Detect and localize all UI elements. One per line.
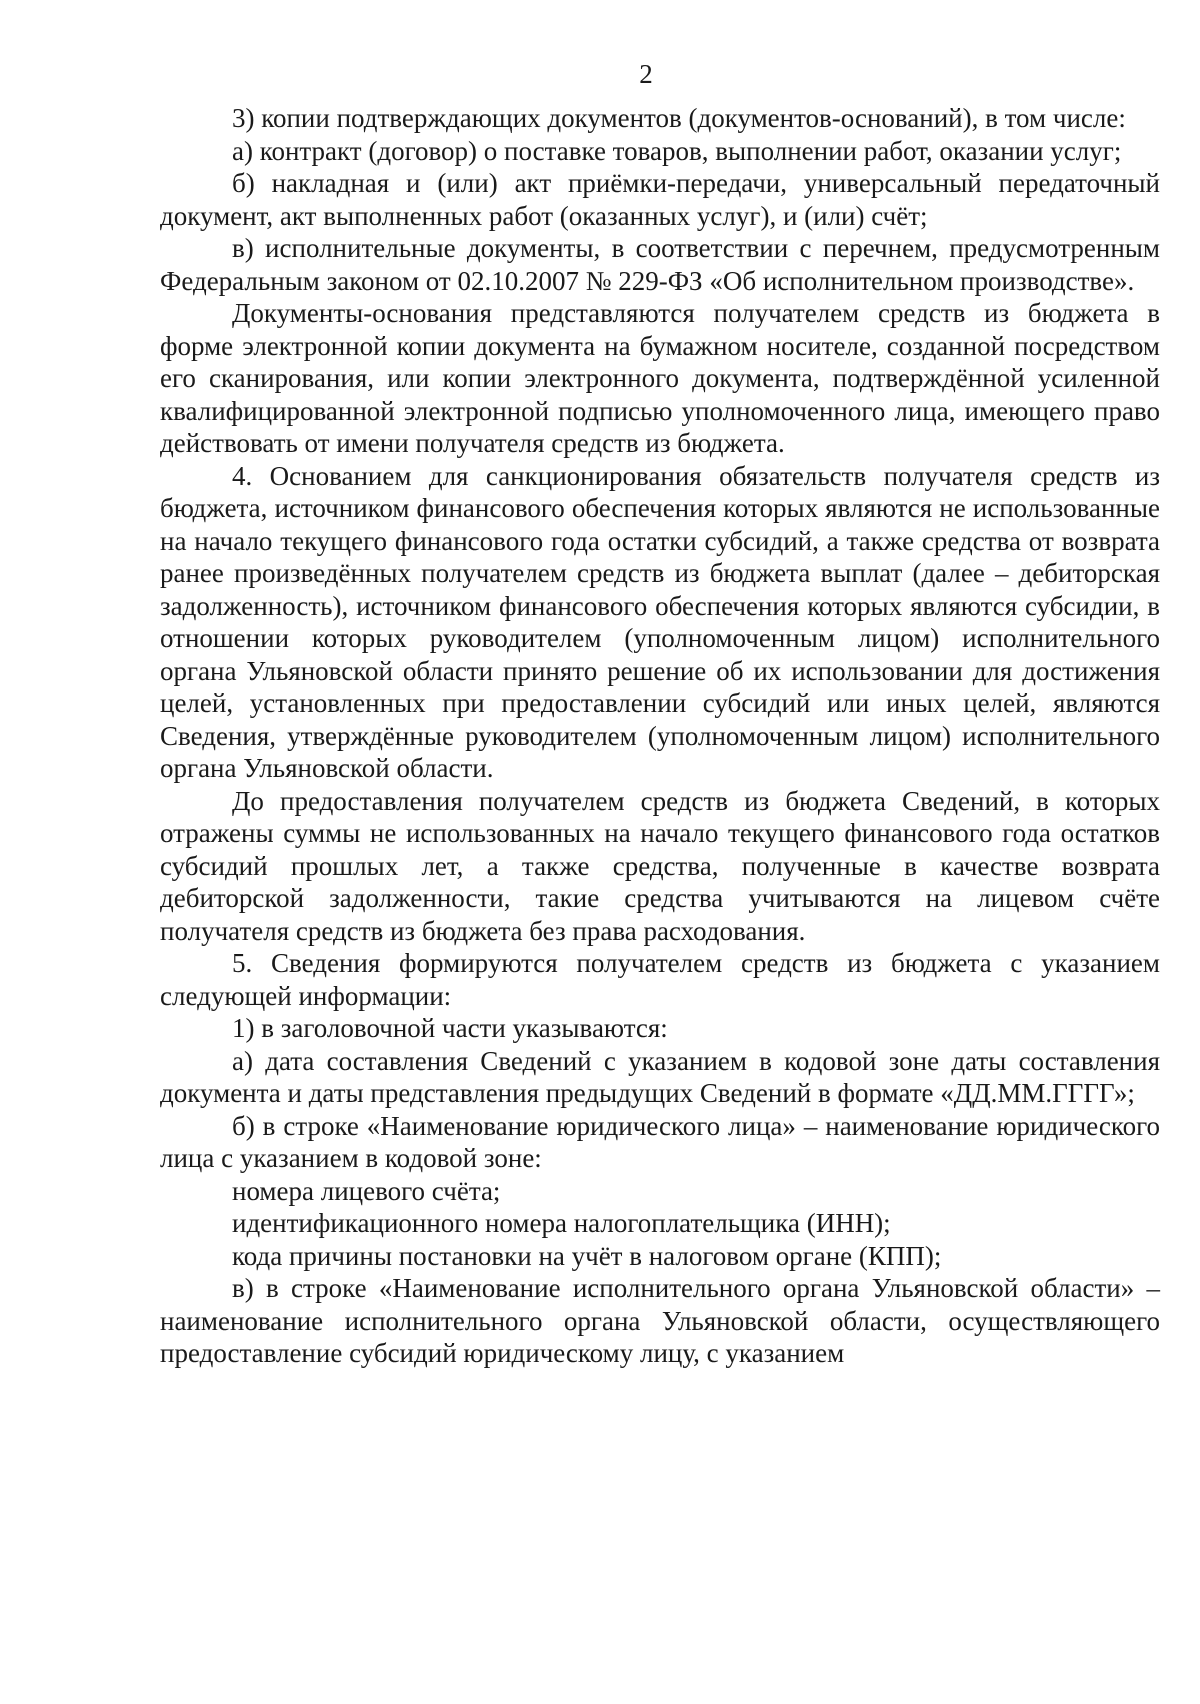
paragraph-subitem-v-executive-body: в) в строке «Наименование исполнительного органа Ульяновской области» – наименование исполнительного органа Ульяновской области, осуществляющего предоставление субсидий юридическому лицу, с указанием — [160, 1273, 1160, 1368]
paragraph-item-5: 5. Сведения формируются получателем средств из бюджета с указанием следующей информации: — [160, 948, 1160, 1011]
paragraph-basis-documents: Документы-основания представляются получателем средств из бюджета в форме электронной копии документа на бумажном носителе, созданной посредством его сканирования, или копии электронного документа, подтверждённой усиленной квалифицированной электронной подписью уполномоченного лица, имеющего право действовать от имени получателя средств из бюджета. — [160, 298, 1160, 458]
paragraph-subitem-b-legal-entity: б) в строке «Наименование юридического лица» – наименование юридического лица с указанием в кодовой зоне: — [160, 1110, 1160, 1173]
paragraph-subitem-v-executive-docs: в) исполнительные документы, в соответствии с перечнем, предусмотренным Федеральным законом от 02.10.2007 № 229-ФЗ «Об исполнительном производстве». — [160, 233, 1160, 296]
page-number: 2 — [639, 59, 653, 89]
document-body — [160, 102, 1160, 1370]
paragraph-item-3: 3) копии подтверждающих документов (документов-оснований), в том числе: — [232, 103, 1126, 133]
paragraph-account-number: номера лицевого счёта; — [232, 1175, 501, 1206]
paragraph-subitem-b-invoice: б) накладная и (или) акт приёмки-передачи, универсальный передаточный документ, акт выполненных работ (оказанных услуг), и (или) счёт; — [160, 168, 1160, 231]
paragraph-header-part: 1) в заголовочной части указываются: — [232, 1013, 668, 1043]
paragraph-before-submission: До предоставления получателем средств из бюджета Сведений, в которых отражены суммы не использованных на начало текущего финансового года остатков субсидий прошлых лет, а также средства, полученные в качестве возврата дебиторской задолженности, такие средства учитываются на лицевом счёте получателя средств из бюджета без права расходования. — [160, 785, 1160, 946]
paragraph-subitem-a-date: а) дата составления Сведений с указанием в кодовой зоне даты составления документа и даты представления предыдущих Сведений в формате «ДД.ММ.ГГГГ»; — [160, 1045, 1160, 1108]
paragraph-subitem-a-contract: а) контракт (договор) о поставке товаров, выполнении работ, оказании услуг; — [232, 135, 1122, 166]
paragraph-kpp: кода причины постановки на учёт в налоговом органе (КПП); — [232, 1240, 942, 1271]
paragraph-item-4: 4. Основанием для санкционирования обязательств получателя средств из бюджета, источником финансового обеспечения которых являются не использованные на начало текущего финансового года остатки субсидий, а также средства от возврата ранее произведённых получателем средств из бюджета выплат (далее – дебиторская задолженность), источником финансового обеспечения которых являются субсидии, в отношении которых руководителем (уполномоченным лицом) исполнительного органа Ульяновской области принято решение об их использовании для достижения целей, установленных при предоставлении субсидий или иных целей, являются Сведения, утверждённые руководителем (уполномоченным лицом) исполнительного органа Ульяновской области. — [160, 460, 1160, 783]
paragraph-inn: идентификационного номера налогоплательщика (ИНН); — [232, 1208, 891, 1238]
